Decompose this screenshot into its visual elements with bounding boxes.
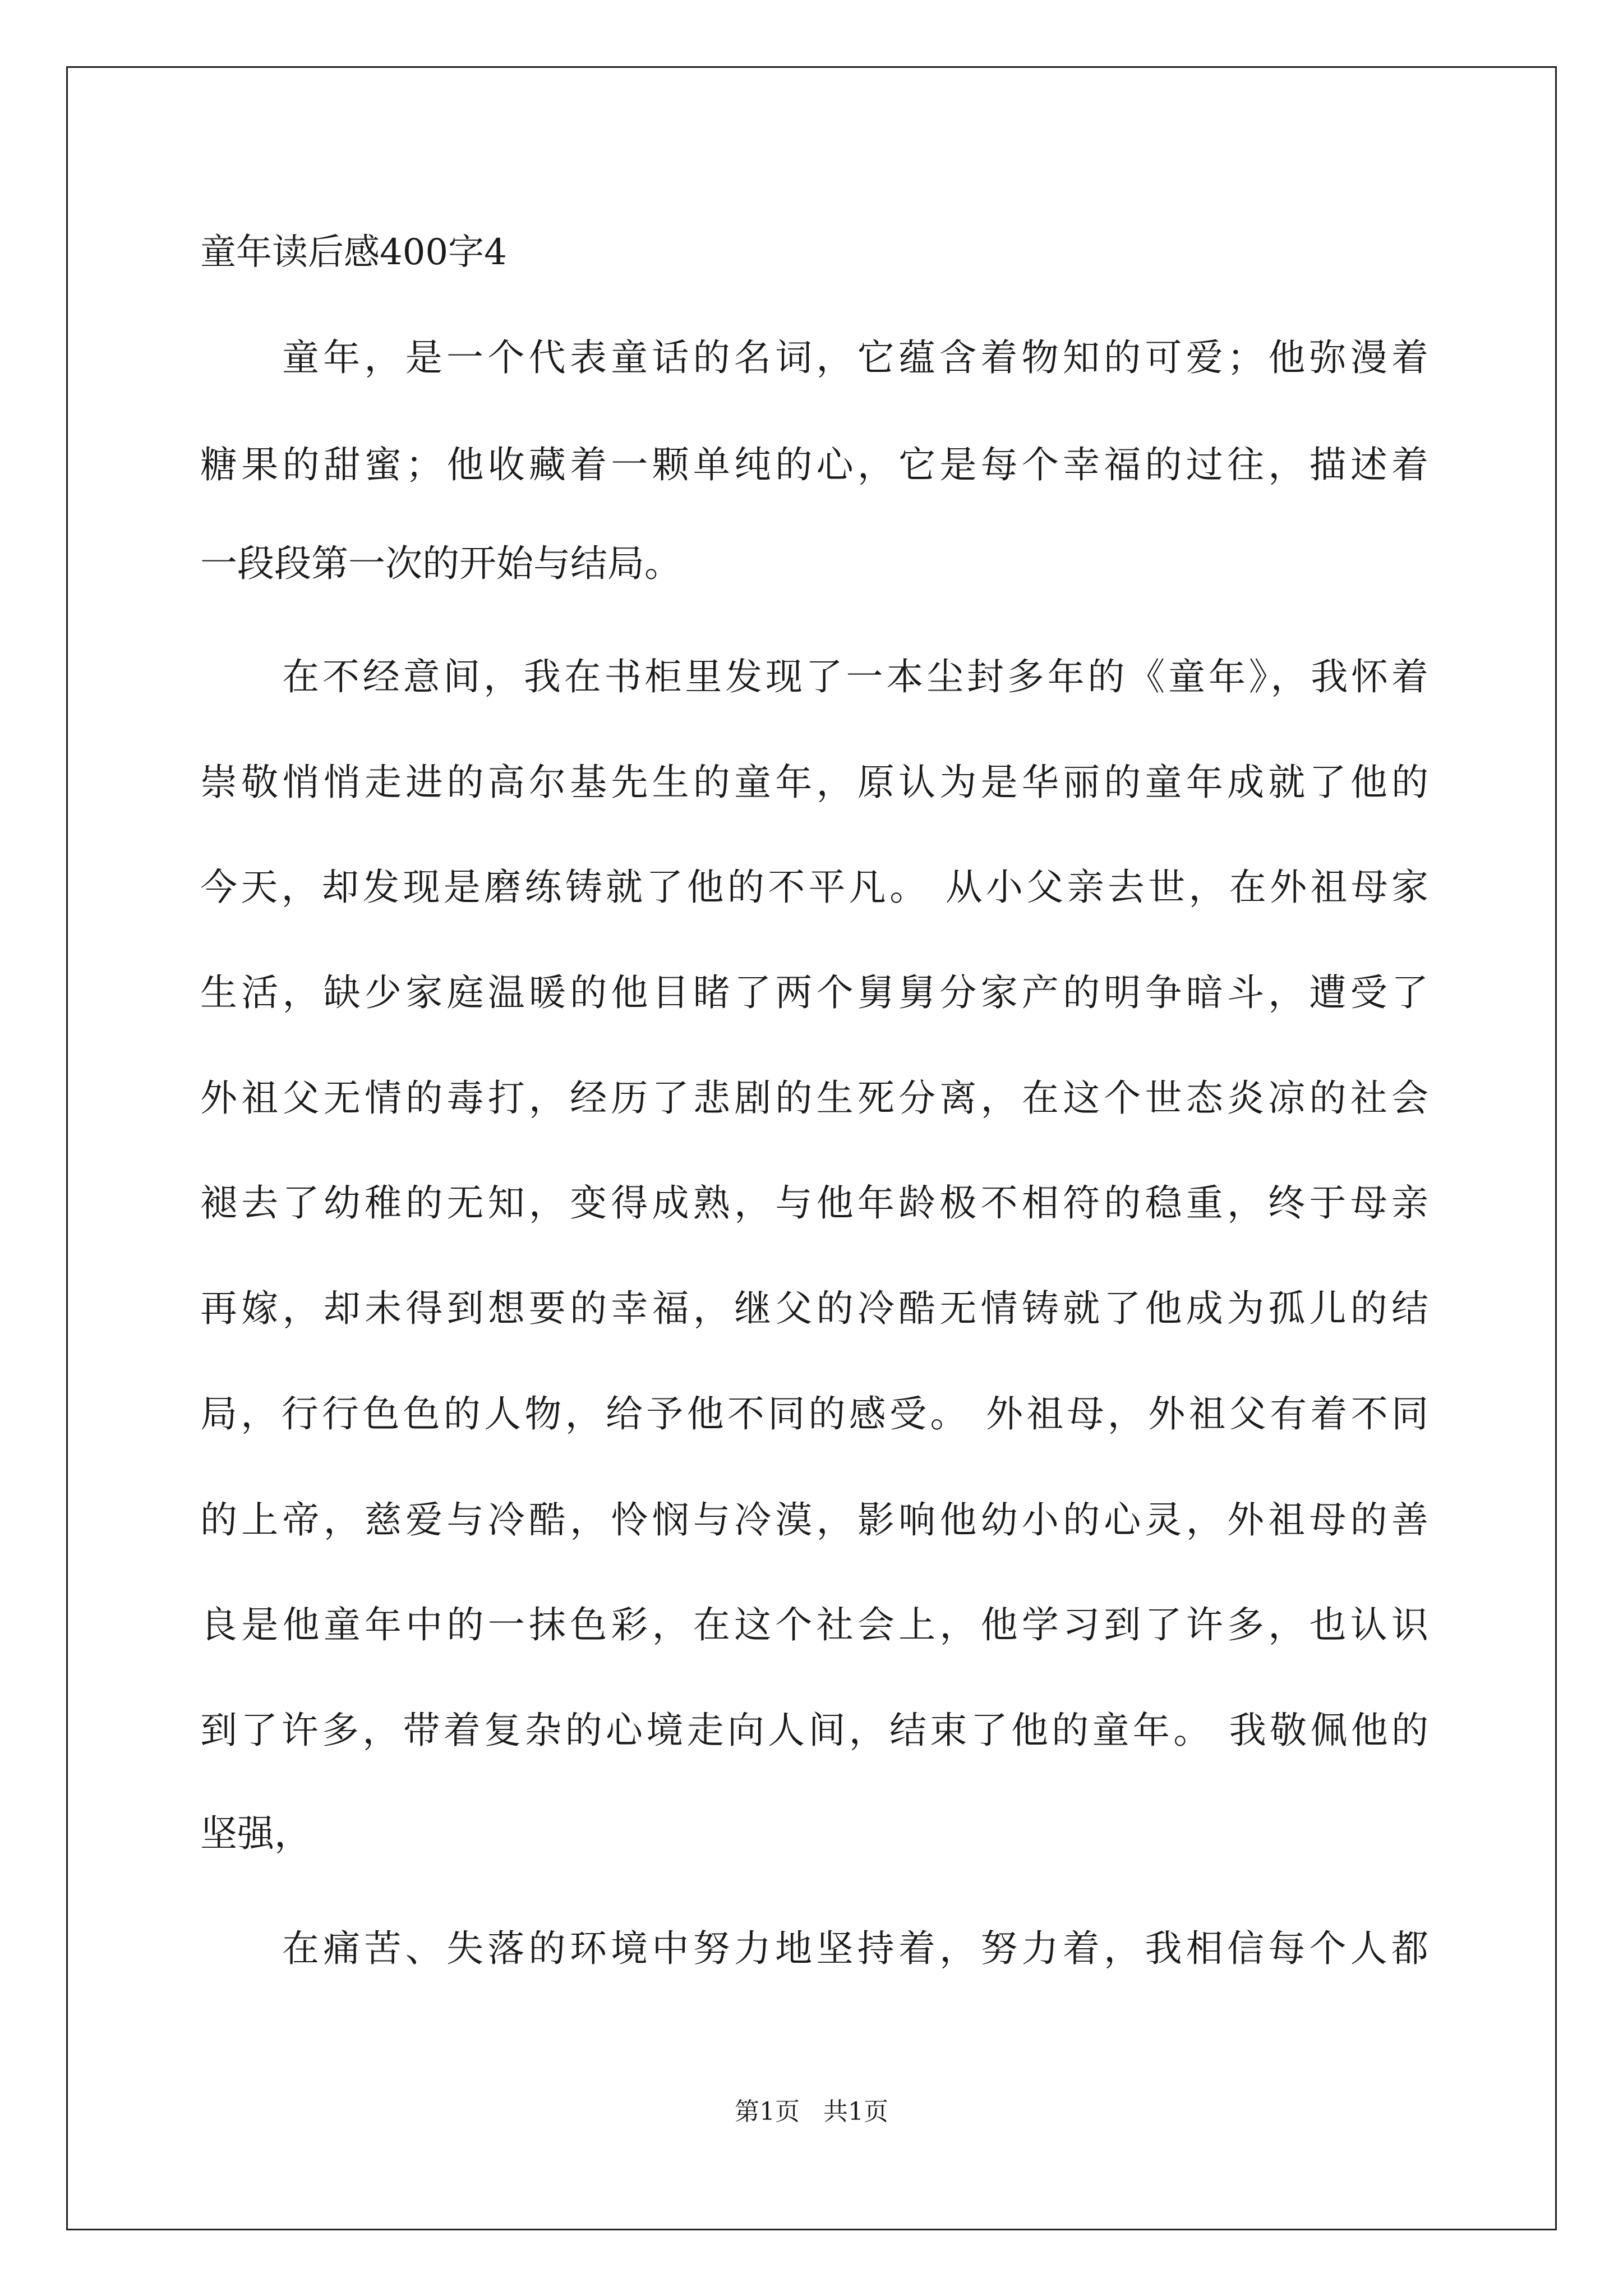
page-footer: 第1页 共1页 (735, 2097, 888, 2126)
paragraph-2-line-5: 外祖父无情的毒打，经历了悲剧的生死分离，在这个世态炎凉的社会 (200, 1076, 1428, 1120)
paragraph-2-line-4: 生活，缺少家庭温暖的他目睹了两个舅舅分家产的明争暗斗，遭受了 (200, 971, 1428, 1014)
paragraph-2-line-12: 坚强， (200, 1812, 311, 1855)
paragraph-1-line-2: 糖果的甜蜜；他收藏着一颗单纯的心，它是每个幸福的过往，描述着 (200, 443, 1428, 486)
paragraph-2-line-1: 在不经意间，我在书柜里发现了一本尘封多年的《童年》，我怀着 (282, 655, 1428, 698)
document-title: 童年读后感400字4 (200, 232, 507, 273)
paragraph-3-line-1: 在痛苦、失落的环境中努力地坚持着，努力着，我相信每个人都 (282, 1927, 1428, 1970)
paragraph-2-line-8: 局，行行色色的人物，给予他不同的感受。 外祖母，外祖父有着不同 (200, 1392, 1428, 1435)
page-border (66, 66, 1557, 2230)
paragraph-2-line-10: 良是他童年中的一抹色彩，在这个社会上，他学习到了许多，也认识 (200, 1603, 1428, 1646)
paragraph-2-line-11: 到了许多，带着复杂的心境走向人间，结束了他的童年。 我敬佩他的 (200, 1709, 1428, 1752)
paragraph-2-line-9: 的上帝，慈爱与冷酷，怜悯与冷漠，影响他幼小的心灵，外祖母的善 (200, 1498, 1428, 1542)
paragraph-2-line-6: 褪去了幼稚的无知，变得成熟，与他年龄极不相符的稳重，终于母亲 (200, 1181, 1428, 1225)
paragraph-1-line-1: 童年，是一个代表童话的名词，它蕴含着物知的可爱；他弥漫着 (282, 336, 1428, 379)
paragraph-2-line-7: 再嫁，却未得到想要的幸福，继父的冷酷无情铸就了他成为孤儿的结 (200, 1287, 1428, 1330)
paragraph-2-line-3: 今天，却发现是磨练铸就了他的不平凡。 从小父亲去世，在外祖母家 (200, 866, 1428, 909)
paragraph-2-line-2: 崇敬悄悄走进的高尔基先生的童年，原认为是华丽的童年成就了他的 (200, 761, 1428, 804)
paragraph-1-line-3: 一段段第一次的开始与结局。 (200, 542, 681, 585)
